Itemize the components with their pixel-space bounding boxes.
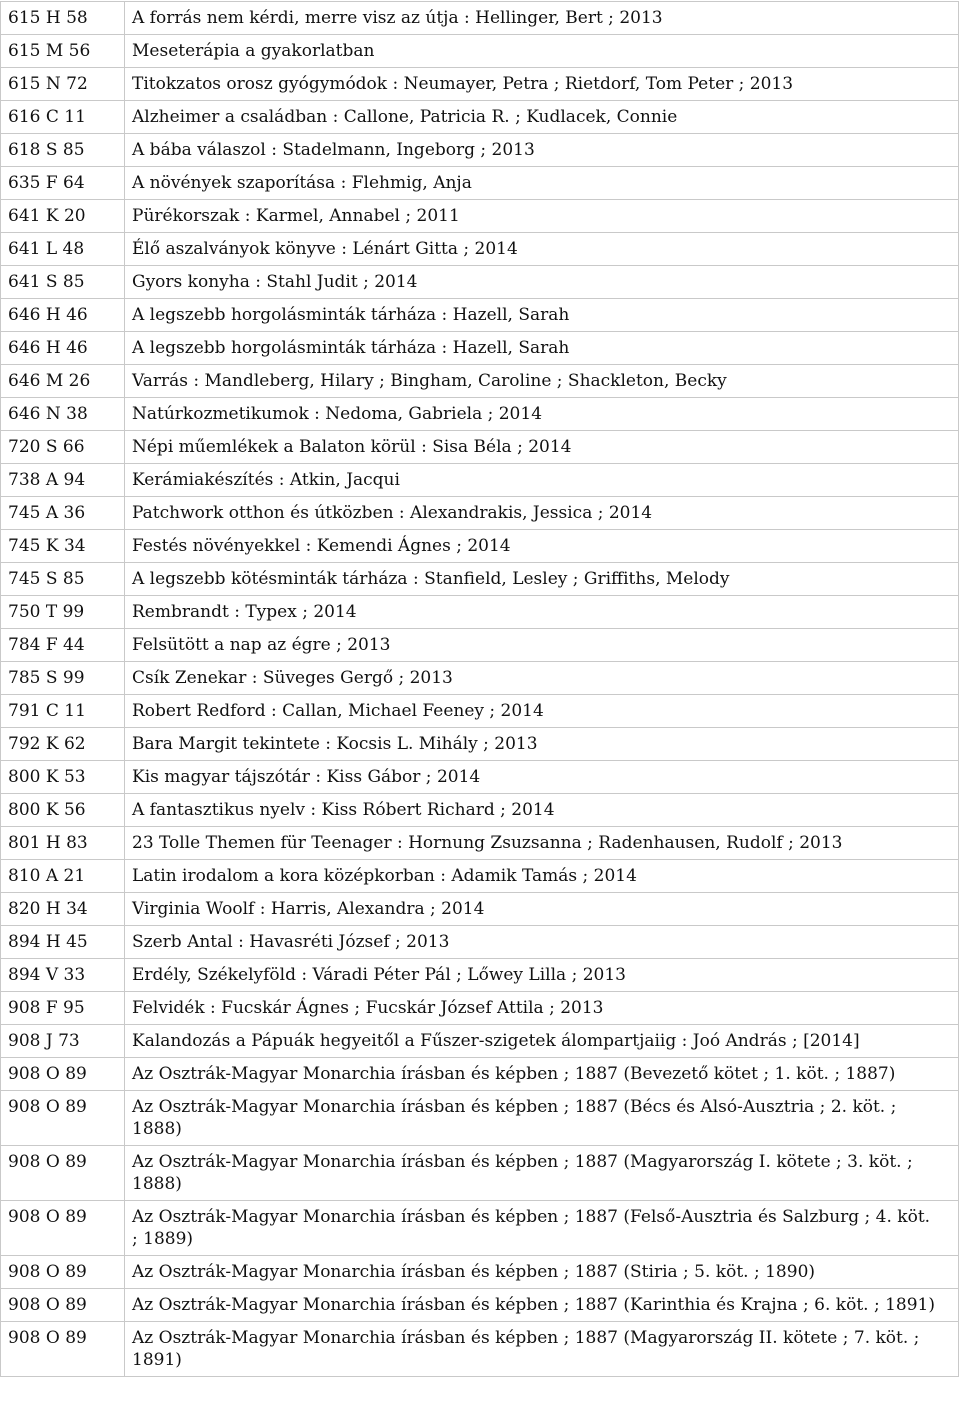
- call-number-cell: 750 T 99: [1, 596, 125, 629]
- title-cell: Az Osztrák-Magyar Monarchia írásban és képben ; 1887 (Bevezető kötet ; 1. köt. ; 1887): [125, 1058, 959, 1091]
- call-number-cell: 618 S 85: [1, 134, 125, 167]
- call-number-cell: 908 O 89: [1, 1201, 125, 1256]
- title-cell: A növények szaporítása : Flehmig, Anja: [125, 167, 959, 200]
- catalog-table: [0, 1, 959, 1377]
- call-number-cell: 801 H 83: [1, 827, 125, 860]
- call-number-cell: 791 C 11: [1, 695, 125, 728]
- title-cell: Robert Redford : Callan, Michael Feeney ; 2014: [125, 695, 959, 728]
- table-row: [1, 926, 959, 959]
- title-cell: Az Osztrák-Magyar Monarchia írásban és képben ; 1887 (Felső-Ausztria és Salzburg ; 4. köt. ; 1889): [125, 1201, 959, 1256]
- call-number-cell: 720 S 66: [1, 431, 125, 464]
- call-number-cell: 785 S 99: [1, 662, 125, 695]
- table-row: [1, 266, 959, 299]
- title-cell: Latin irodalom a kora középkorban : Adamik Tamás ; 2014: [125, 860, 959, 893]
- table-row: [1, 629, 959, 662]
- title-cell: Gyors konyha : Stahl Judit ; 2014: [125, 266, 959, 299]
- table-row: [1, 563, 959, 596]
- call-number-cell: 745 K 34: [1, 530, 125, 563]
- call-number-cell: 641 K 20: [1, 200, 125, 233]
- call-number-cell: 646 M 26: [1, 365, 125, 398]
- title-cell: Pürékorszak : Karmel, Annabel ; 2011: [125, 200, 959, 233]
- title-cell: Bara Margit tekintete : Kocsis L. Mihály ; 2013: [125, 728, 959, 761]
- table-row: [1, 761, 959, 794]
- call-number-cell: 908 F 95: [1, 992, 125, 1025]
- call-number-cell: 908 O 89: [1, 1146, 125, 1201]
- call-number-cell: 646 H 46: [1, 299, 125, 332]
- table-row: [1, 398, 959, 431]
- table-row: [1, 959, 959, 992]
- title-cell: Erdély, Székelyföld : Váradi Péter Pál ; Lőwey Lilla ; 2013: [125, 959, 959, 992]
- table-row: [1, 2, 959, 35]
- title-cell: 23 Tolle Themen für Teenager : Hornung Zsuzsanna ; Radenhausen, Rudolf ; 2013: [125, 827, 959, 860]
- table-row: [1, 431, 959, 464]
- table-row: [1, 596, 959, 629]
- call-number-cell: 738 A 94: [1, 464, 125, 497]
- title-cell: A forrás nem kérdi, merre visz az útja : Hellinger, Bert ; 2013: [125, 2, 959, 35]
- table-row: [1, 1146, 959, 1201]
- title-cell: Az Osztrák-Magyar Monarchia írásban és képben ; 1887 (Stiria ; 5. köt. ; 1890): [125, 1256, 959, 1289]
- title-cell: A legszebb kötésminták tárháza : Stanfield, Lesley ; Griffiths, Melody: [125, 563, 959, 596]
- title-cell: Titokzatos orosz gyógymódok : Neumayer, Petra ; Rietdorf, Tom Peter ; 2013: [125, 68, 959, 101]
- call-number-cell: 616 C 11: [1, 101, 125, 134]
- table-row: [1, 35, 959, 68]
- table-row: [1, 233, 959, 266]
- call-number-cell: 894 H 45: [1, 926, 125, 959]
- call-number-cell: 615 M 56: [1, 35, 125, 68]
- call-number-cell: 908 O 89: [1, 1289, 125, 1322]
- title-cell: A legszebb horgolásminták tárháza : Hazell, Sarah: [125, 299, 959, 332]
- call-number-cell: 784 F 44: [1, 629, 125, 662]
- table-row: [1, 695, 959, 728]
- table-row: [1, 1289, 959, 1322]
- title-cell: A fantasztikus nyelv : Kiss Róbert Richard ; 2014: [125, 794, 959, 827]
- call-number-cell: 894 V 33: [1, 959, 125, 992]
- call-number-cell: 646 N 38: [1, 398, 125, 431]
- table-row: [1, 200, 959, 233]
- title-cell: Rembrandt : Typex ; 2014: [125, 596, 959, 629]
- title-cell: A bába válaszol : Stadelmann, Ingeborg ; 2013: [125, 134, 959, 167]
- title-cell: Festés növényekkel : Kemendi Ágnes ; 2014: [125, 530, 959, 563]
- table-row: [1, 662, 959, 695]
- call-number-cell: 800 K 53: [1, 761, 125, 794]
- title-cell: Élő aszalványok könyve : Lénárt Gitta ; 2014: [125, 233, 959, 266]
- call-number-cell: 641 S 85: [1, 266, 125, 299]
- table-row: [1, 332, 959, 365]
- call-number-cell: 646 H 46: [1, 332, 125, 365]
- table-row: [1, 992, 959, 1025]
- call-number-cell: 908 O 89: [1, 1256, 125, 1289]
- call-number-cell: 641 L 48: [1, 233, 125, 266]
- table-row: [1, 167, 959, 200]
- call-number-cell: 908 O 89: [1, 1091, 125, 1146]
- call-number-cell: 908 J 73: [1, 1025, 125, 1058]
- table-row: [1, 1025, 959, 1058]
- title-cell: Kalandozás a Pápuák hegyeitől a Fűszer-szigetek álompartjaiig : Joó András ; [2014]: [125, 1025, 959, 1058]
- title-cell: Az Osztrák-Magyar Monarchia írásban és képben ; 1887 (Magyarország I. kötete ; 3. köt. ; 1888): [125, 1146, 959, 1201]
- title-cell: Csík Zenekar : Süveges Gergő ; 2013: [125, 662, 959, 695]
- title-cell: Kis magyar tájszótár : Kiss Gábor ; 2014: [125, 761, 959, 794]
- call-number-cell: 615 N 72: [1, 68, 125, 101]
- table-row: [1, 893, 959, 926]
- title-cell: Patchwork otthon és útközben : Alexandrakis, Jessica ; 2014: [125, 497, 959, 530]
- catalog-table-body: [1, 2, 959, 1377]
- table-row: [1, 101, 959, 134]
- call-number-cell: 908 O 89: [1, 1058, 125, 1091]
- table-row: [1, 134, 959, 167]
- call-number-cell: 615 H 58: [1, 2, 125, 35]
- title-cell: Felvidék : Fucskár Ágnes ; Fucskár József Attila ; 2013: [125, 992, 959, 1025]
- table-row: [1, 1256, 959, 1289]
- title-cell: Az Osztrák-Magyar Monarchia írásban és képben ; 1887 (Karinthia és Krajna ; 6. köt. ; 1891): [125, 1289, 959, 1322]
- title-cell: A legszebb horgolásminták tárháza : Hazell, Sarah: [125, 332, 959, 365]
- title-cell: Az Osztrák-Magyar Monarchia írásban és képben ; 1887 (Bécs és Alsó-Ausztria ; 2. köt. ; 1888): [125, 1091, 959, 1146]
- title-cell: Meseterápia a gyakorlatban: [125, 35, 959, 68]
- table-row: [1, 728, 959, 761]
- title-cell: Alzheimer a családban : Callone, Patricia R. ; Kudlacek, Connie: [125, 101, 959, 134]
- call-number-cell: 745 S 85: [1, 563, 125, 596]
- table-row: [1, 530, 959, 563]
- call-number-cell: 810 A 21: [1, 860, 125, 893]
- table-row: [1, 1091, 959, 1146]
- table-row: [1, 1322, 959, 1377]
- title-cell: Népi műemlékek a Balaton körül : Sisa Béla ; 2014: [125, 431, 959, 464]
- title-cell: Natúrkozmetikumok : Nedoma, Gabriela ; 2014: [125, 398, 959, 431]
- title-cell: Felsütött a nap az égre ; 2013: [125, 629, 959, 662]
- title-cell: Varrás : Mandleberg, Hilary ; Bingham, Caroline ; Shackleton, Becky: [125, 365, 959, 398]
- call-number-cell: 792 K 62: [1, 728, 125, 761]
- table-row: [1, 464, 959, 497]
- title-cell: Virginia Woolf : Harris, Alexandra ; 2014: [125, 893, 959, 926]
- table-row: [1, 794, 959, 827]
- call-number-cell: 800 K 56: [1, 794, 125, 827]
- table-row: [1, 1201, 959, 1256]
- call-number-cell: 635 F 64: [1, 167, 125, 200]
- table-row: [1, 68, 959, 101]
- title-cell: Szerb Antal : Havasréti József ; 2013: [125, 926, 959, 959]
- table-row: [1, 497, 959, 530]
- title-cell: Az Osztrák-Magyar Monarchia írásban és képben ; 1887 (Magyarország II. kötete ; 7. köt. ; 1891): [125, 1322, 959, 1377]
- call-number-cell: 820 H 34: [1, 893, 125, 926]
- table-row: [1, 860, 959, 893]
- call-number-cell: 745 A 36: [1, 497, 125, 530]
- call-number-cell: 908 O 89: [1, 1322, 125, 1377]
- title-cell: Kerámiakészítés : Atkin, Jacqui: [125, 464, 959, 497]
- table-row: [1, 365, 959, 398]
- table-row: [1, 299, 959, 332]
- table-row: [1, 1058, 959, 1091]
- table-row: [1, 827, 959, 860]
